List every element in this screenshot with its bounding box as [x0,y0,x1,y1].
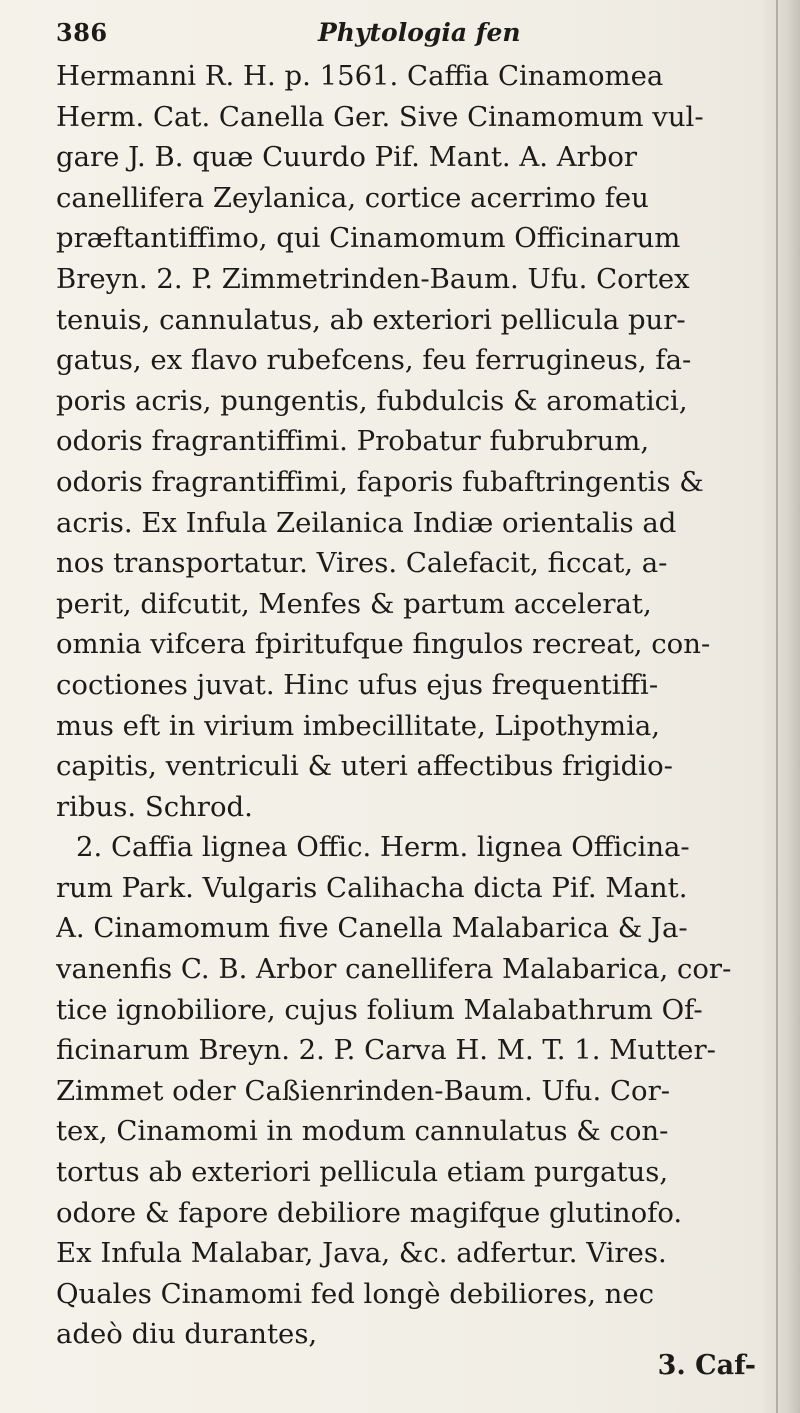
text-line: odoris fragrantiffimi. Probatur fubrubrum, [56,425,650,458]
body-text [56,56,756,1355]
page-number: 386 [56,18,108,47]
page-footer [56,1350,756,1390]
text-line: odoris fragrantiffimi, faporis fubaftringentis & [56,465,704,498]
text-line: coctiones juvat. Hinc ufus ejus frequentiffi- [56,668,659,701]
text-line: ficinarum Breyn. 2. P. Carva H. M. T. 1. Mutter- [56,1034,716,1067]
text-line: mus eft in virium imbecillitate, Lipothymia, [56,709,661,742]
text-line: Hermanni R. H. p. 1561. Caffia Cinamomea [56,60,664,92]
text-line: 2. Caffia lignea Offic. Herm. lignea Officina- [76,831,690,864]
text-line: A. Cinamomum five Canella Malabarica & Ja- [56,912,688,945]
text-line: perit, difcutit, Menfes & partum accelerat, [56,587,652,620]
text-line: canellifera Zeylanica, cortice acerrimo feu [56,181,649,214]
text-line: tice ignobiliore, cujus folium Malabathrum Of- [56,993,703,1026]
text-line: Ex Infula Malabar, Java, &c. adfertur. Vires. [56,1237,667,1270]
catchword: 3. Caf- [657,1350,756,1381]
page-header [56,18,616,58]
text-line: Herm. Cat. Canella Ger. Sive Cinamomum vul- [56,100,704,133]
text-line: capitis, ventriculi & uteri affectibus frigidio- [56,750,673,783]
text-line: tenuis, cannulatus, ab exteriori pellicula pur- [56,303,686,336]
text-line: odore & fapore debiliore magifque glutinofo. [56,1196,683,1229]
text-line: præftantiffimo, qui Cinamomum Officinarum [56,222,681,255]
page-edge-line [776,0,778,1413]
text-line: Zimmet oder Caßienrinden-Baum. Ufu. Cor- [56,1074,671,1107]
text-line: ribus. Schrod. [56,790,253,823]
text-line: omnia vifcera fpiritufque fingulos recreat, con- [56,628,711,661]
text-line: tortus ab exteriori pellicula etiam purgatus, [56,1156,669,1189]
text-line: gatus, ex flavo rubefcens, feu ferrugineus, fa- [56,344,692,377]
text-line: adeò diu durantes, [56,1318,318,1351]
text-line: Breyn. 2. P. Zimmetrinden-Baum. Ufu. Cortex [56,262,690,295]
text-line: rum Park. Vulgaris Calihacha dicta Pif. Mant. [56,871,688,904]
text-line: poris acris, pungentis, fubdulcis & aromatici, [56,384,688,417]
running-title: Phytologia fen [318,18,521,47]
text-line: Quales Cinamomi fed longè debiliores, nec [56,1277,655,1310]
text-line: tex, Cinamomi in modum cannulatus & con- [56,1115,669,1148]
text-line: vanenfis C. B. Arbor canellifera Malabarica, cor- [56,953,732,986]
text-line: nos transportatur. Vires. Calefacit, ficcat, a- [56,547,668,580]
text-line: acris. Ex Infula Zeilanica Indiæ orientalis ad [56,506,677,539]
page-edge-shadow [760,0,800,1413]
text-line: gare J. B. quæ Cuurdo Pif. Mant. A. Arbor [56,141,638,174]
